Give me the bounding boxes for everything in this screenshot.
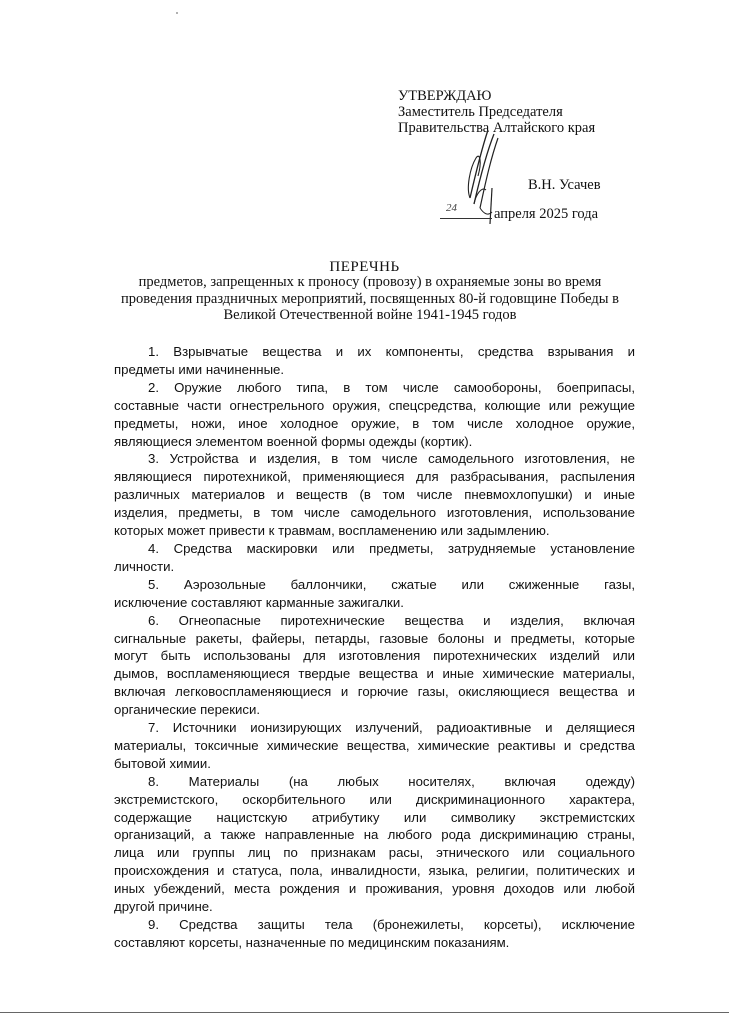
list-item	[114, 576, 635, 612]
prohibited-items-list	[114, 343, 635, 952]
list-item-first-line: 8. Материалы (на любых носителях, включая одежду)	[148, 773, 635, 789]
approval-heading: УТВЕРЖДАЮ	[398, 88, 492, 104]
list-item-line: включая легковоспламеняющиеся и горючие газы, окисляющиеся вещества и	[114, 684, 635, 700]
list-item-line: сигнальные ракеты, файеры, петарды, газовые болоны и предметы, которые	[114, 630, 635, 646]
list-item-line: которых может привести к травмам, воспламенению или задымлению.	[114, 523, 550, 539]
list-item-line: составные части огнестрельного оружия, спецсредства, колющие или режущие	[114, 397, 635, 413]
list-item-first-line: 3. Устройства и изделия, в том числе самодельного изготовления, не	[148, 451, 635, 467]
list-item-line: являющиеся пиротехникой, применяющиеся для разбрасывания, распыления	[114, 469, 635, 485]
list-item-line: организаций, а также направленные на любого рода дискриминацию страны,	[114, 827, 635, 843]
approval-date: апреля 2025 года	[494, 206, 599, 222]
list-item-line: содержащие нацистскую атрибутику или символику экстремистских	[114, 809, 635, 825]
list-item-line: личности.	[114, 558, 175, 574]
list-item-first-line: 1. Взрывчатые вещества и их компоненты, средства взрывания и	[148, 344, 635, 359]
list-item	[114, 343, 635, 379]
subtitle-line: предметов, запрещенных к проносу (провозу) в охраняемые зоны во время	[138, 274, 602, 290]
list-item	[114, 773, 635, 916]
list-item-line: различных материалов и веществ (в том числе пневмохлопушки) и иные	[114, 487, 635, 503]
list-item	[114, 379, 635, 451]
list-item-line: исключение составляют карманные зажигалки.	[114, 594, 404, 610]
list-item-line: происхождения и статуса, пола, инвалидности, языка, религии, политических и	[114, 863, 635, 879]
list-item-first-line: 7. Источники ионизирующих излучений, радиоактивные и делящиеся	[148, 720, 635, 736]
subtitle-line: Великой Отечественной войне 1941-1945 годов	[223, 307, 517, 323]
list-item-first-line: 9. Средства защиты тела (бронежилеты, корсеты), исключение	[148, 917, 635, 932]
page-bottom-rule	[0, 1012, 729, 1013]
scan-speck	[176, 12, 178, 14]
list-item	[114, 916, 635, 952]
list-item-line: другой причине.	[114, 899, 213, 915]
document-subtitle	[90, 274, 650, 324]
list-item-line: предметы ими начиненные.	[114, 361, 285, 377]
signer-name: В.Н. Усачев	[528, 177, 601, 193]
list-item-line: органические перекиси.	[114, 702, 261, 718]
list-item-line: бытовой химии.	[114, 755, 211, 771]
list-item-line: являющиеся элементом военной формы одежды (кортик).	[114, 433, 473, 449]
document-title: ПЕРЕЧНЬ	[329, 259, 400, 275]
list-item-line: составляют корсеты, назначенные по медицинским показаниям.	[114, 934, 510, 950]
list-item-line: изделия, предметы, в том числе самодельного изготовления, использование	[114, 505, 635, 521]
list-item-line: предметы, ножи, иное холодное оружие, в том числе холодное оружие,	[114, 415, 635, 431]
date-day-handwritten: 24	[446, 202, 457, 214]
list-item	[114, 719, 635, 773]
date-underline	[440, 218, 492, 219]
approval-position: Заместитель Председателя	[398, 104, 563, 120]
list-item-line: лица или группы лиц по признакам расы, этнического или социального	[114, 845, 635, 861]
list-item	[114, 450, 635, 540]
list-item-first-line: 4. Средства маскировки или предметы, затрудняемые установление	[148, 540, 635, 556]
list-item-line: иных убеждений, места рождения и проживания, уровня доходов или любой	[114, 881, 635, 897]
list-item	[114, 540, 635, 576]
subtitle-line: проведения праздничных мероприятий, посвященных 80-й годовщине Победы в	[121, 290, 619, 307]
list-item-line: экстремистского, оскорбительного или дискриминационного характера,	[114, 791, 635, 807]
list-item-line: могут быть использованы для изготовления пиротехнических изделий или	[114, 648, 635, 664]
list-item-first-line: 2. Оружие любого типа, в том числе самообороны, боеприпасы,	[148, 379, 635, 395]
list-item-first-line: 5. Аэрозольные баллончики, сжатые или сжиженные газы,	[148, 576, 635, 592]
list-item-first-line: 6. Огнеопасные пиротехнические вещества и изделия, включая	[148, 612, 635, 628]
list-item	[114, 612, 635, 719]
list-item-line: дымов, воспламеняющиеся твердые вещества и иные химические материалы,	[114, 666, 635, 682]
list-item-line: материалы, токсичные химические вещества, химические реактивы и средства	[114, 737, 635, 753]
approval-organization: Правительства Алтайского края	[398, 120, 596, 136]
